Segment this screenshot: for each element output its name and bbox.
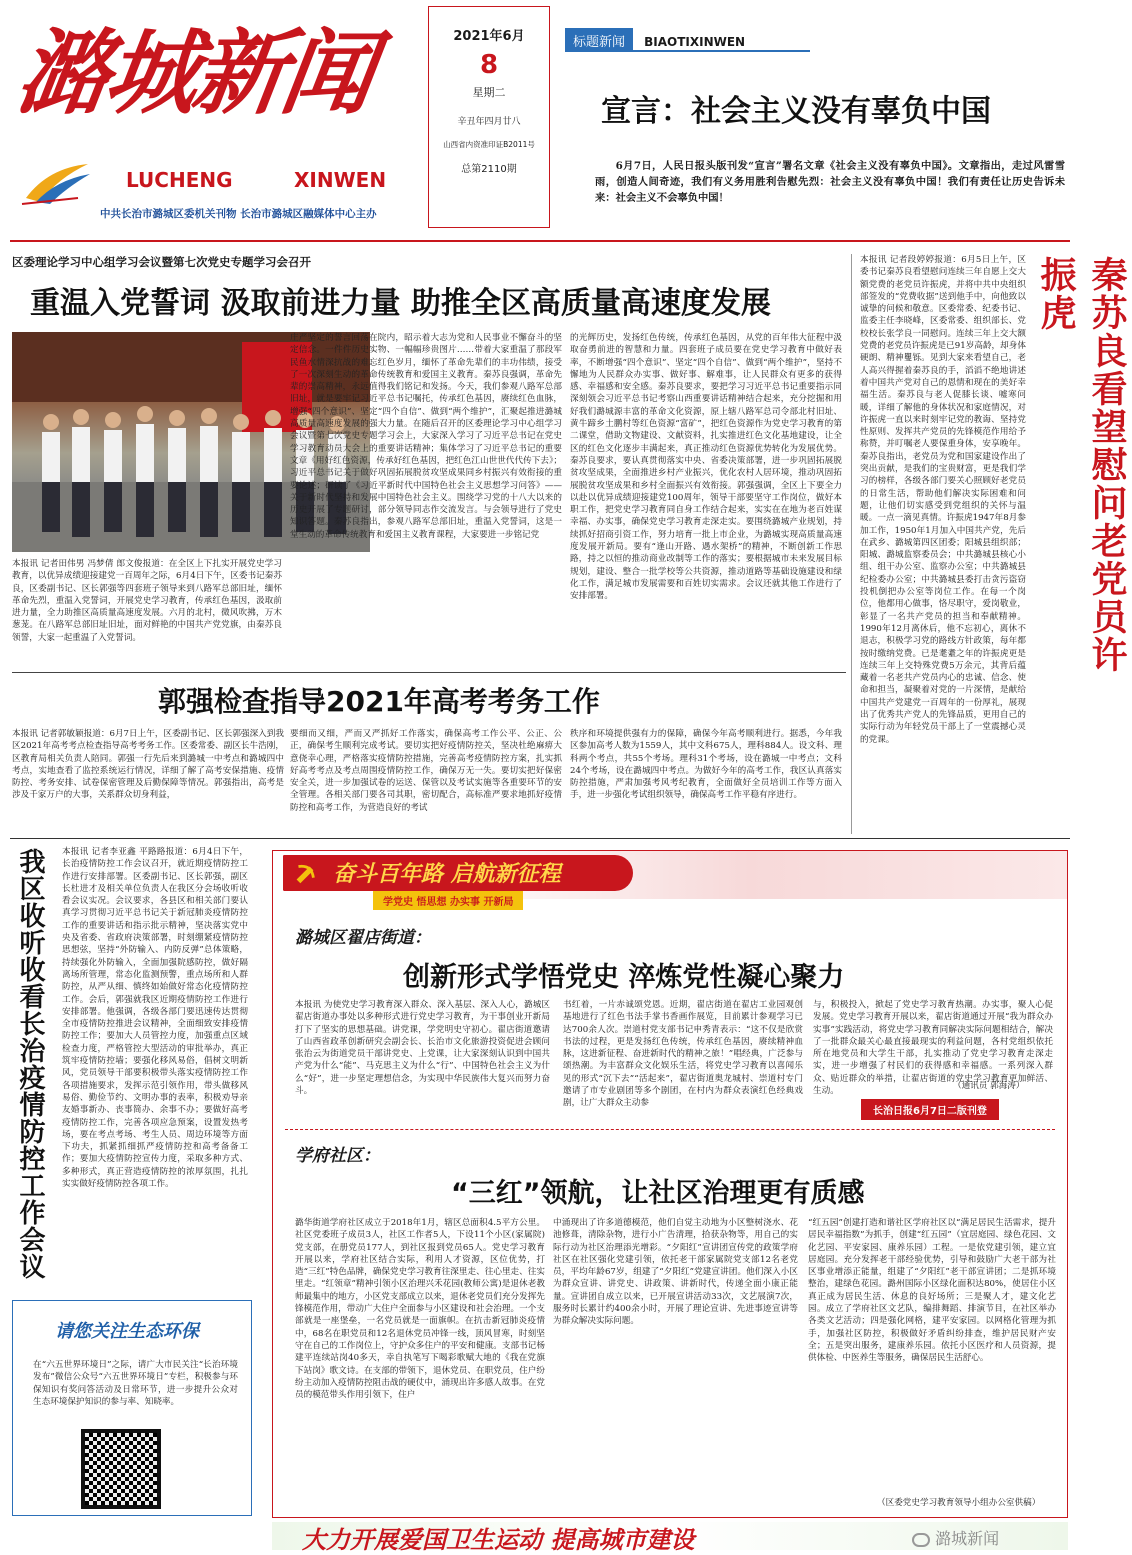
masthead-pinyin-right: XINWEN	[294, 168, 387, 192]
eco-box-text: 在“六五世界环境日”之际，请广大市民关注“长治环境发布”微信公众号“六五世界环境日”专栏，积极参与环保知识有奖问答活动及日常环节，进一步提升公众对生态环境保护知识的参与率、知晓率。	[33, 1360, 238, 1407]
s2-kicker: 学府社区：	[295, 1146, 380, 1166]
special-mid-divider	[285, 1129, 1055, 1130]
masthead	[10, 8, 423, 230]
exam-divider	[12, 672, 846, 673]
date-lunar: 辛丑年四月廿八	[457, 117, 521, 127]
date-permit: 山西省内资准印证B2011号	[443, 140, 535, 149]
s1-source: 长治日报6月7日二版刊登	[861, 1099, 999, 1120]
s2-title: “三红”领航，让社区治理更有质感	[451, 1178, 865, 1209]
eco-box	[12, 1300, 252, 1516]
party-emblem-icon	[291, 859, 319, 887]
s1-kicker: 潞城区翟店街道：	[295, 928, 431, 948]
wechat-icon	[912, 1533, 930, 1547]
date-box	[428, 6, 550, 228]
eco-box-title: 请您关注生态环保	[55, 1321, 199, 1342]
lead-story-kicker: 区委理论学习中心组学习会议暨第七次党史专题学习会召开	[12, 255, 311, 269]
qr-code-icon	[81, 1429, 161, 1509]
right-column-text: 本报讯 记者段婷婷报道：6月5日上午，区委书记秦苏良看望慰问连续三年自愿上交大额党费的老党员许振虎，并将中共中央组织部签发的“党费收据”送到他手中，向他致以诚挚的问候和敬意。区委常委、纪委书记、监委主任李晓峰，区委常委、组织部长、党校校长张学良一同慰问。连续三年上交大额党费的老党员许振虎是已91岁高龄，却身体硬朗、精神矍铄。见到大家来看望自己，老人高兴得握着秦苏良的手，滔滔不绝地讲述着中国共产党对自己的恩情和现在的美好幸福生活。秦苏良与老人促膝长谈、嘘寒问暖，详细了解他的身体状况和家庭情况，对许振虎一直以来时刻牢记党的教诲、坚持党性原则、发挥共产党员的先锋模范作用给予称赞，并叮嘱老人要保重身体，安享晚年。秦苏良指出，老党员为党和国家建设作出了突出贡献，是我们的宝贵财富，更是我们学习的榜样，各级各部门要关心照顾好老党员的日常生活，帮助他们解决实际困难和问题，让他们切实感受到党组织的关怀与温暖。一点一滴见真情。许振虎1947年8月参加工作，1950年1月加入中国共产党，先后在武乡、潞城第四区团委；阳城县组织部；阳城、潞城监察委员会；中共潞城县核心小组、组干办公室、监察办公室；中共潞城县纪检委办公室；中共潞城县委打击贪污盗窃投机倒把办公室等岗位工作。在每一个岗位，他都用心做事，恪尽职守，爱岗敬业，彰显了一名共产党员的担当和奉献精神。1990年12月离休后，他不忘初心，离休不退志，积极学习党的路线方针政策，每年都按时缴纳党费。已是耄耋之年的许振虎更是连续三年上交特殊党费5万余元，其背后蕴藏着一名老共产党员内心的忠诚、信念、使命和担当，凝聚着对党的一片深情，是献给中国共产党建党一百周年的一份厚礼，展现出了优秀共产党人的先锋品质，更用自己的实际行动为年轻党员干部上了一堂震撼心灵的党课。	[860, 255, 1026, 745]
s2-col2: 中涌现出了许多道德模范，他们自觉主动地为小区整树浇水、花池修葺，清除杂物，进行小广告清理，拾获杂物等，用自己的实际行动为社区治理添光增彩。“夕阳红”宣讲团宣传党的政策学府社区在社区强化党建引领，依托老干部家属院党支部12名老党员，平均年龄67岁，组建了“夕阳红”党建宣讲团。他们深入小区为群众宣讲、讲党史、讲政策、讲新时代，传递全面小康正能量。宣讲团自成立以来，已开展宣讲活动33次，文艺展演7次，服务时长累计约400余小时，开展了理论宣讲、先进事迹宣讲等为群众解决实际问题。	[553, 1218, 798, 1327]
special-section	[272, 850, 1068, 1518]
s2-credit: （区委党史学习教育领导小组办公室供稿）	[877, 1498, 1041, 1508]
s2-col3: “红五园”创建打造和谐社区学府社区以“满足居民生活需求，提升居民幸福指数”为抓手，创建“红五园”（宜居庭园、绿色花园、文化艺园、平安家园、康养乐园）工程。一是依党建引领，建立宜居庭园。充分发挥老干部经验优势，引导和鼓励广大老干部为社区事业增添正能量，组建了“夕阳红”老干部宣讲团；二是抓环境整治，建绿色花园。潞州国际小区绿化面积达80%，使居住小区真正成为居民生活、休息的良好场所；三是聚人才，建文化艺园。成立了学府社区文艺队，编排舞蹈、排演节目，在社区举办各类文艺活动；四是强化网格，建平安家园。以网格化管理为抓手，加强社区防控，积极做好矛盾纠纷排查，维护居民财产安全；五是突出服务，建康养乐园。依托小区医疗和人员资源，提供体检、中医养生等服务，确保居民生活舒心。	[808, 1218, 1056, 1364]
s1-credit: （通讯员 郭海涛）	[953, 1081, 1025, 1091]
s1-title: 创新形式学悟党史 淬炼党性凝心聚力	[403, 962, 845, 993]
exam-story-title: 郭强检查指导2021年高考考务工作	[158, 685, 600, 718]
right-column-title: 秦苏良看望慰问老党员许振虎	[1035, 256, 1127, 674]
masthead-logo-icon	[18, 158, 98, 208]
headline-news-tag	[565, 28, 810, 52]
special-banner-sub: 学党史 悟思想 办实事 开新局	[373, 891, 523, 910]
headline-news-tag-cn: 标题新闻	[565, 28, 633, 50]
headline-news-tag-py: BIAOTIXINWEN	[644, 35, 746, 49]
lead-story-col2: 庄严坚定的誓言回荡在院内，昭示着大志为党和人民事业不懈奋斗的坚定信念。一件件历史实物、一幅幅珍贵图片……带着大家重温了那段军民鱼水情深抗战的难忘红色岁月，缅怀了革命先辈们的丰功伟绩，接受了一次深刻生动的革命传统教育和爱国主义教育。秦苏良强调，革命先辈的崇高精神，永远值得我们铭记和发扬。今天，我们参观八路军总部旧址，就是要牢记习近平总书记嘱托，传承红色基因，赓续红色血脉，增强“四个意识”、坚定“四个自信”、做到“两个维护”，汇聚起推进潞城高质量高速度发展的强大力量。在随后召开的区委理论学习中心组学习会议暨第七次党史专题学习会上，大家深入学习了习近平总书记在党史学习教育动员大会上的重要讲话精神；集体学习了习近平总书记的重要文章《用好红色资源，传承好红色基因，把红色江山世世代代传下去》；习近平总书记关于做好巩固拓展脱贫攻坚成果同乡村振兴有效衔接的重要论述；研读了《习近平新时代中国特色社会主义思想学习问答》——关于新时代坚持和发展中国特色社会主义。围绕学习党的十八大以来的历史开展了专题研讨，部分领导同志作交流发言。与会领导进行了党史知识答题。秦苏良指出，参观八路军总部旧址，重温入党誓词，这是一堂生动的革命传统教育和爱国主义教育课程，大家要进一步铭记党	[290, 333, 562, 540]
masthead-divider	[10, 240, 1070, 242]
s1-col2: 书红着，一片赤诚颂党恩。近期，翟店街道在翟店工业园观创基地进行了红色书法手掌书香画作展览，目前累计参观学习已达700余人次。崇道村党支部书记申秀青表示：“这不仅是欣赏书法的过程，更是发扬红色传统，传承红色基因，赓续精神血脉，这进新征程、奋进新时代的精神之旅！”唱经典，广泛参与颂热潮。为丰富群众文化娱乐生活，将党史学习教育以喜闻乐见的形式“沉下去”“活起来”，翟店街道奥龙城村、崇道村专门邀请了市专业剧团等多个剧团，在村内为群众表演红色经典戏剧，让广大群众主动参	[563, 1000, 803, 1109]
exam-story-col3: 秩序和环境提供强有力的保障，确保今年高考顺利进行。据悉，今年我区参加高考人数为1559人，其中文科675人，理科884人。设文科、理科两个考点，共55个考场。理科31个考场，设在潞城一中考点；文科24个考场，设在潞城四中考点。为做好今年的高考工作，我区认真落实防控措施，严肃加强考风考纪教育，全面做好全员培训工作等方面入手，进一步强化考试组织领导，确保高考工作平稳有序进行。	[570, 729, 842, 801]
mid-divider	[10, 838, 1070, 839]
epidemic-story-title: 我区收听收看长治疫情防控工作会议	[15, 848, 45, 1280]
headline-news	[565, 28, 1065, 228]
s1-col3: 与，积极投入，掀起了党史学习教育热潮。办实事，聚人心促发展。党史学习教育开展以来，翟店街道通过开展“我为群众办实事”实践活动，将党史学习教育同解决实际问题相结合，解决了一批群众最关心最直接最现实的利益问题，各村党组织依托所在地党员和大学生干部，扎实推动了党史学习教育走深走实，进一步增强了村民们的获得感和幸福感。一系列深入群众、贴近群众的举措，让翟店街道的党史学习教育更加鲜活、生动。	[813, 1000, 1053, 1097]
date-issue: 总第2110期	[461, 164, 517, 175]
lead-story-col3: 的光辉历史，发扬红色传统，传承红色基因，从党的百年伟大征程中汲取奋勇前进的智慧和力量。四套班子成员要在党史学习教育中做好表率，不断增强“四个意识”、坚定“四个自信”、做到“两个维护”，坚持不懈地为人民群众办实事、做好事、解难事，让人民群众有更多的获得感、幸福感和安全感。秦苏良要求，要把学习习近平总书记重要指示同深刻领会习近平总书记考察山西重要讲话精神结合起来，充分挖掘和用好我们潞城源丰富的革命文化资源，原上辖八路军总司令部北村旧址、黄牛蹄乡土鹏村等红色资源“富矿”，把红色资源作为党史学习教育的第二课堂，借助文物建设、文献资料，扎实推进红色文化基地建设，让全区的红色文化逐步丰满起来，真正推动红色资源优势转化为发展优势。秦苏良要求，要认真贯彻落实中央、省委决策部署，进一步巩固拓展脱贫攻坚成果，全面推进乡村产业振兴，优化农村人居环境，推动巩固拓展脱贫攻坚成果和乡村全面振兴有效衔接。郭强强调，全区上下要全力以赴以优异成绩迎接建党100周年，领导干部要坚守工作岗位，做好本职工作，把党史学习教育同自身工作结合起来，实实在在地为老百姓谋幸福、办实事，确保党史学习教育走深走实。要围绕潞城产业规划，持续抓好招商引资工作，努力培育一批上市企业，为潞城实现高质量高速度发展开新局。要有“逢山开路、遇水架桥”的精神，不断创新工作思路，持之以恒的推动商业改制等工作的落实；要根据城市未来发展目标规划，建设、整合一批学校等公共资源，推动道路等基础设施建设和绿化工作，满足城市发展需要和百姓切实需求。会议还就其他工作进行了安排部署。	[570, 333, 842, 602]
headline-news-summary: 6月7日，人民日报头版刊发“宣言”署名文章《社会主义没有辜负中国》。文章指出，走过风雷雪雨，创造人间奇迹，我们有义务用胜利告慰先烈：社会主义没有辜负中国！我们有责任让历史告诉未来：社会主义不会辜负中国！	[595, 160, 1065, 204]
lead-story-title: 重温入党誓词 汲取前进力量 助推全区高质量高速度发展	[30, 286, 771, 321]
right-column-divider	[851, 254, 852, 834]
headline-news-title: 宣言：社会主义没有辜负中国	[601, 94, 991, 129]
footer-watermark	[912, 1526, 999, 1549]
masthead-title: 潞城新闻	[10, 19, 378, 127]
masthead-publisher: 中共长治市潞城区委机关刊物 长治市潞城区融媒体中心主办	[100, 208, 377, 220]
footer-slogan: 大力开展爱国卫生运动 提高城市建设	[302, 1525, 695, 1554]
date-year-month: 2021年6月	[453, 29, 525, 44]
footer-watermark-text: 潞城新闻	[935, 1529, 1000, 1548]
masthead-pinyin-left: LUCHENG	[126, 168, 233, 192]
footer-banner	[272, 1522, 1068, 1554]
date-day: 8	[479, 50, 499, 80]
epidemic-story-text: 本报讯 记者李亚鑫 平路路报道：6月4日下午，长治疫情防控工作会议召开，就近期疫情防控工作进行安排部署。区委副书记、区长郭强，副区长杜进才及相关单位负责人在我区分会场收听收看会议实况。会议要求，各县区和相关部门要认真学习贯彻习近平总书记关于新冠肺炎疫情防控工作的重要讲话和指示批示精神，坚决落实党中央及省委、省政府决策部署，时刻绷紧疫情防控思想弦，坚持“外防输入、内防反弹”总体策略，持续强化外防输入，全面加强院感防控，做好隔离场所管理，常态化监测预警，重点场所和人群防控，从严从细、慎终如始做好常态化疫情防控工作。会后，郭强就我区近期疫情防控工作进行安排部署。他强调，各级各部门要迅速传达贯彻全市疫情防控推进会议精神，全面细致安排疫情防控工作；要加大人员管控力度，加强重点区域检查力度，严格管控大型活动的审批举办，真正筑牢疫情防控墙；要强化移风易俗，倡树文明新风，党员领导干部要积极带头落实疫情防控工作各项措施要求，发挥示范引领作用，带头做移风易俗、勤俭节约、文明办事的表率，积极劝导亲友婚事新办、丧事简办、余事不办；要做好高考疫情防控工作，完善各项应急预案，设置发热考场，要在考点考场、考生人员、周边环境等方面下功夫，抓紧抓细抓严疫情防控和高考备备工作；要加大疫情防控宣传力度，采取多种方式、多种形式，真正营造疫情防控的浓厚氛围，扎扎实实做好疫情防控各项工作。	[62, 847, 248, 1190]
s1-col1: 本报讯 为使党史学习教育深入群众、深入基层、深入人心，潞城区翟店街道办事处以多种形式进行党史学习教育，为干事创业开新局打下了坚实的思想基础。讲党课，学党明史守初心。翟店街道邀请了山西省政革创新研究会副会长、长治市文化旅游投资促进会顾问张治云为街道党员干部讲党史、上党课，让大家深刻认识到中国共产党为什么“能”、马克思主义为什么“行”、中国特色社会主义为什么“好”，进一步坚定理想信念，为实现中华民族伟大复兴而努力奋斗。	[295, 1000, 550, 1097]
lead-story-col-photo: 本报讯 记者田伟男 冯梦倩 郎文俊报道：在全区上下扎实开展党史学习教育，以优异成绩迎接建党一百周年之际，6月4日下午，区委书记秦苏良，区委副书记、区长郭强等四套班子领导来到八路军总部旧址，缅怀革命先烈，重温入党誓词，开展党史学习教育，传承红色基因，汲取前进力量，全力助推区高质量高速度发展。六月的北村，微风吹拂，万木葱茏。在八路军总部旧址旧址，面对鲜艳的中国共产党党旗，由秦苏良领誓，大家一起重温了入党誓词。	[12, 559, 282, 643]
special-banner-title: 奋斗百年路 启航新征程	[333, 861, 561, 887]
exam-story-col1: 本报讯 记者郭敏颖报道：6月7日上午，区委副书记、区长郭强深入到我区2021年高考考点检查指导高考考务工作。区委常委、副区长牛浩刚，区教育局相关负责人陪同。郭强一行先后来到潞城一中考点和潞城四中考点，实地查看了监控系统运行情况，详细了解了高考安保措施、疫情防控、考务安排、试卷保密管理及后勤保障等情况。郭强指出，高考是涉及千家万户的大事，关系群众切身利益，	[12, 729, 284, 801]
s2-col1: 潞华街道学府社区成立于2018年1月，辖区总面积4.5平方公里。社区党委班子成员3人，社区工作者5人，下设11个小区(家属院)党支部，在册党员177人，到社区报到党员65人。党史学习教育开展以来，学府社区结合实际，利用人才资源，区位优势，打造“三红”特色品牌，确保党史学习教育往深里走、往心里走、往实里走。“红领章”精神引领小区治理兴禾花园(教师公寓)是退休老教师最集中的地方，小区党支部成立以来，退休老党员们充分发挥先锋模范作用，带动广大住户全面参与小区建设和社会治理。一个支部就是一座堡垒，一名党员就是一面旗帜。在抗击新冠肺炎疫情中，68名在职党员和12名退休党员冲锋一线，顶风冒寒，时刻坚守在自己的工作岗位上，守护众多住户的平安和健康。支部书记杨建平连续站岗40多天，幸自执笔写下喝彩歌赋大地的《我在党旗下站岗》歌文诗。在支部的带领下，退休党员、在职党员，住户纷纷主动加入疫情防控阻击战的硬仗中，涌现出许多感人故事。在党员的模范带头作用引领下，住户	[295, 1218, 545, 1401]
date-weekday: 星期二	[472, 86, 506, 99]
exam-story-col2: 要细而又细，严而又严抓好工作落实，确保高考工作公平、公正、公正，确保考生顺利完成考试。要切实把好疫情防控关，坚决杜绝麻痹大意侥幸心理，严格落实疫情防控措施，完善高考疫情防控方案，扎实抓好高考考点及考点周围疫情防控工作，确保万无一失。要切实把好保密安全关，进一步加强试卷的运送、保管以及考试实施等各重要环节的安全管理。各相关部门要各司其职，密切配合，高标准严要求地抓好疫情防控和高考工作，为营造良好的考试	[290, 729, 562, 813]
